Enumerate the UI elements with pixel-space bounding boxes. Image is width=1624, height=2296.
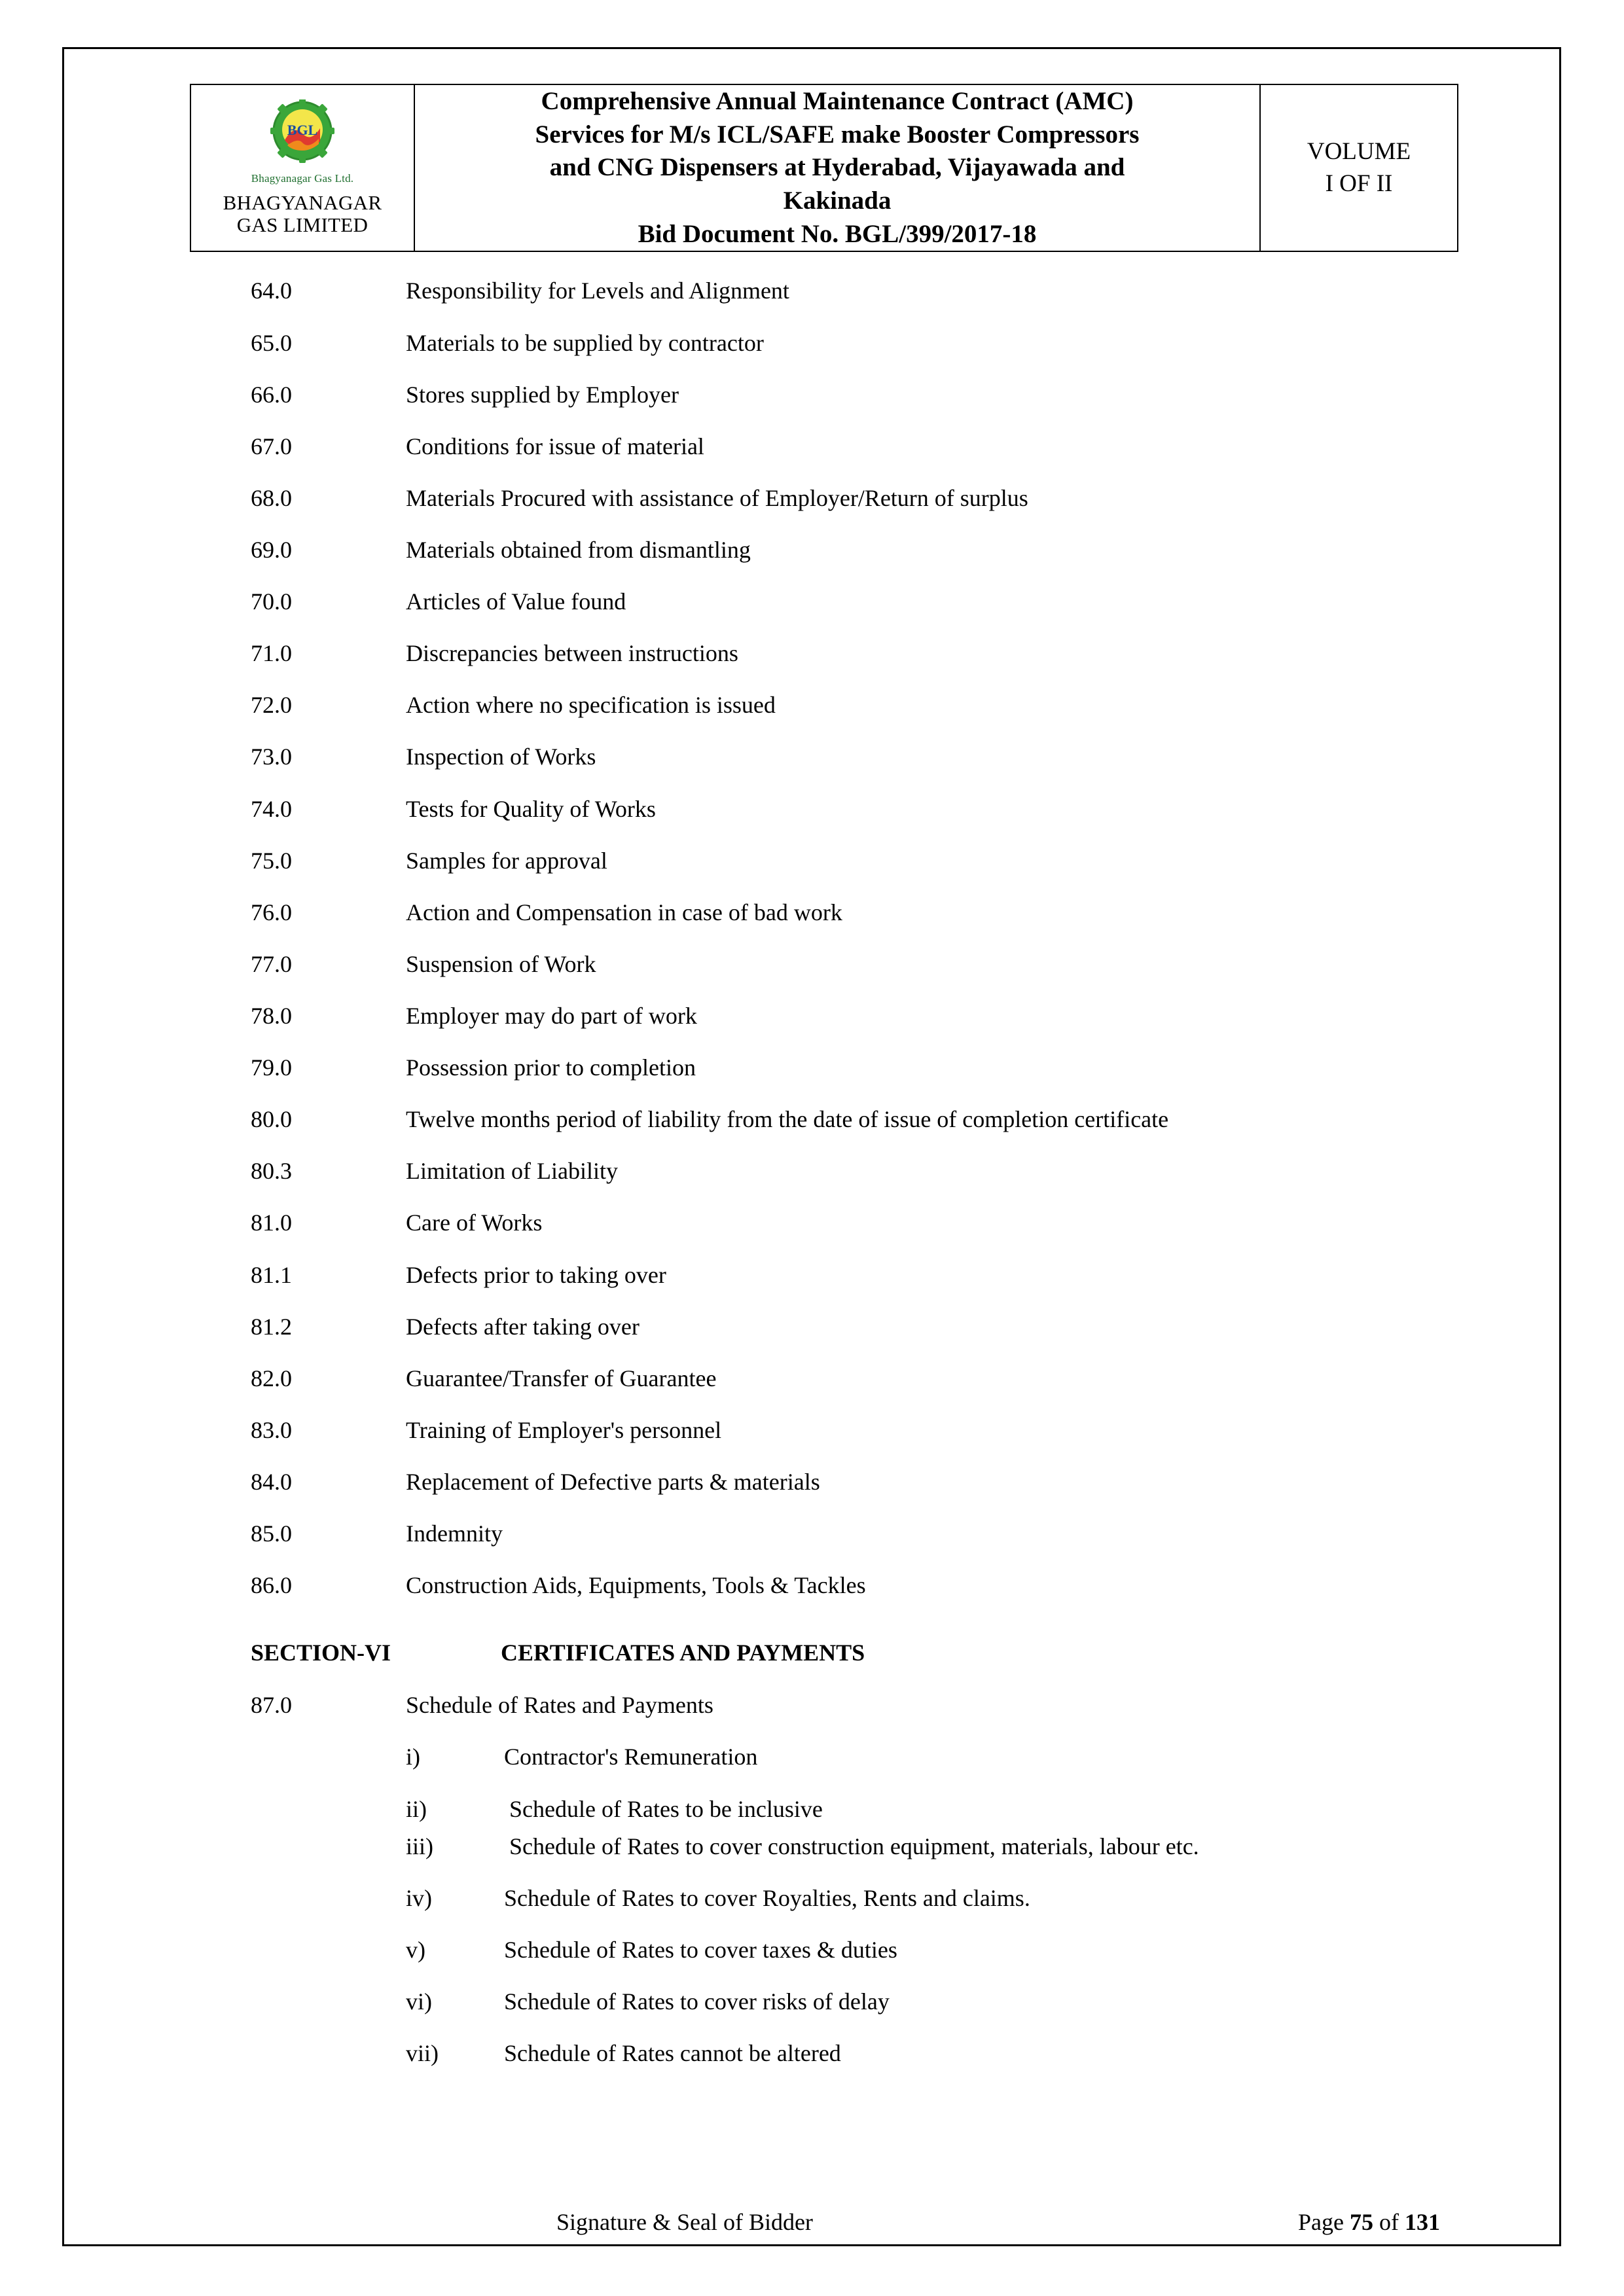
clause-row [190,327,1456,360]
clause-number: 77.0 [251,950,292,977]
clause-number: 76.0 [251,899,292,925]
sub-item-row [190,1985,1456,2018]
logo-company-name [191,192,414,237]
clause-title: Guarantee/Transfer of Guarantee [406,1365,717,1391]
clause-title: Care of Works [406,1210,543,1236]
clause-title: Articles of Value found [406,588,626,615]
clause-title: Schedule of Rates and Payments [406,1692,713,1719]
clause-row [190,1310,1456,1344]
clause-number: 78.0 [251,1002,292,1029]
clause-row [190,1103,1456,1136]
clause-number: 80.0 [251,1106,292,1133]
clause-number: 79.0 [251,1054,292,1081]
header-volume-cell [1260,84,1458,251]
clause-number: 84.0 [251,1468,292,1495]
clause-title: Defects prior to taking over [406,1261,666,1288]
header-title-cell [414,84,1260,251]
clause-number: 73.0 [251,744,292,770]
clause-row [190,1259,1456,1292]
section-label: SECTION-VI [251,1640,391,1666]
clause-row [190,948,1456,981]
clause-number: 64.0 [251,278,292,304]
sub-item-number: i) [406,1744,420,1770]
title-line-3: and CNG Dispensers at Hyderabad, Vijayawada and [549,153,1125,182]
clause-number: 72.0 [251,692,292,719]
clause-row [190,1155,1456,1188]
sub-item-number: ii) [406,1795,427,1822]
volume-label [1261,136,1457,200]
clause-number: 74.0 [251,795,292,822]
clause-title: Tests for Quality of Works [406,795,656,822]
clause-number: 81.0 [251,1210,292,1236]
clause-row [190,1517,1456,1551]
clause-number: 82.0 [251,1365,292,1391]
clause-row [190,999,1456,1033]
sub-item-number: iii) [406,1833,433,1859]
clause-title: Discrepancies between instructions [406,640,738,667]
logo-tagline: Bhagyanagar Gas Ltd. [251,171,354,185]
clause-row [190,1569,1456,1602]
clause-number: 81.2 [251,1313,292,1340]
clause-row [190,1465,1456,1499]
clause-number: 69.0 [251,536,292,563]
sub-item-text: Schedule of Rates to cover Royalties, Rents and claims. [504,1884,1030,1911]
sub-item-text: Schedule of Rates cannot be altered [504,2040,841,2067]
title-line-2: Services for M/s ICL/SAFE make Booster Compressors [535,120,1140,149]
clause-row [190,1362,1456,1395]
clause-row [190,896,1456,929]
clause-row [190,1414,1456,1447]
clause-title: Employer may do part of work [406,1002,697,1029]
clause-number: 81.1 [251,1261,292,1288]
clause-row [190,637,1456,670]
clause-number: 71.0 [251,640,292,667]
clause-number: 66.0 [251,381,292,408]
footer-page-number [1298,2208,1499,2236]
volume-line-2: I OF II [1325,170,1393,197]
logo-company-line1: BHAGYANAGAR [223,190,382,214]
clause-title: Twelve months period of liability from the date of issue of completion certificate [406,1106,1169,1133]
clause-title: Indemnity [406,1520,503,1547]
clause-number: 80.3 [251,1158,292,1185]
clause-title: Conditions for issue of material [406,433,704,459]
clause-list [190,274,1456,2070]
clause-row [190,430,1456,463]
clause-title: Responsibility for Levels and Alignment [406,278,789,304]
sub-item-text: Contractor's Remuneration [504,1744,758,1770]
footer-signature-text: Signature & Seal of Bidder [556,2209,813,2235]
clause-title: Replacement of Defective parts & materials [406,1468,820,1495]
sub-item-row [190,1830,1456,1863]
clause-title: Action and Compensation in case of bad work [406,899,842,925]
sub-item-number: iv) [406,1884,432,1911]
sub-item-number: vi) [406,1988,432,2015]
clause-row [190,585,1456,619]
logo-company-line2: GAS LIMITED [236,213,369,237]
sub-item-number: v) [406,1936,425,1963]
clause-title: Construction Aids, Equipments, Tools & Tackles [406,1572,866,1599]
clause-row [190,740,1456,774]
clause-row [190,844,1456,878]
sub-item-text: Schedule of Rates to be inclusive [509,1795,823,1822]
volume-line-1: VOLUME [1307,137,1411,165]
clause-row [190,378,1456,412]
clause-title: Inspection of Works [406,744,596,770]
svg-text:BGL: BGL [287,121,318,138]
clause-row [190,533,1456,567]
page-footer [190,2208,1499,2236]
clause-title: Action where no specification is issued [406,692,776,719]
clause-title: Possession prior to completion [406,1054,696,1081]
clause-row [190,1206,1456,1240]
section-title: CERTIFICATES AND PAYMENTS [501,1640,865,1666]
footer-page-word: Page [1298,2209,1350,2235]
clause-row [190,482,1456,515]
footer-page-value: 75 [1350,2209,1373,2235]
clause-row [190,1689,1456,1722]
clause-number: 86.0 [251,1572,292,1599]
clause-number: 85.0 [251,1520,292,1547]
sub-item-row [190,1793,1456,1826]
clause-row [190,274,1456,308]
sub-item-row [190,2037,1456,2070]
bid-document-number: Bid Document No. BGL/399/2017-18 [638,219,1037,248]
clause-title: Stores supplied by Employer [406,381,679,408]
clause-number: 75.0 [251,847,292,874]
clause-title: Materials obtained from dismantling [406,536,751,563]
title-line-1: Comprehensive Annual Maintenance Contract (AMC) [541,87,1134,115]
clause-title: Training of Employer's personnel [406,1416,722,1443]
clause-title: Defects after taking over [406,1313,640,1340]
footer-of-word: of [1373,2209,1405,2235]
clause-row [190,1051,1456,1085]
bgl-logo-icon [253,99,352,173]
sub-item-text: Schedule of Rates to cover construction equipment, materials, labour etc. [509,1833,1199,1859]
section-heading-row [190,1639,1456,1666]
clause-number: 70.0 [251,588,292,615]
clause-number: 67.0 [251,433,292,459]
clause-title: Materials to be supplied by contractor [406,329,764,356]
clause-title: Suspension of Work [406,950,596,977]
clause-title: Samples for approval [406,847,607,874]
clause-title: Limitation of Liability [406,1158,618,1185]
header-logo-cell [190,84,414,251]
clause-number: 83.0 [251,1416,292,1443]
sub-item-row [190,1740,1456,1774]
clause-row [190,689,1456,722]
footer-page-total: 131 [1405,2209,1440,2235]
title-line-4: Kakinada [783,187,892,215]
clause-number: 87.0 [251,1692,292,1719]
page-content [190,84,1456,2089]
sub-item-text: Schedule of Rates to cover taxes & duties [504,1936,897,1963]
document-title [415,85,1259,251]
logo-wrap [191,99,414,237]
sub-item-text: Schedule of Rates to cover risks of delay [504,1988,890,2015]
sub-item-row [190,1933,1456,1967]
clause-title: Materials Procured with assistance of Employer/Return of surplus [406,484,1028,511]
clause-number: 65.0 [251,329,292,356]
clause-number: 68.0 [251,484,292,511]
sub-item-row [190,1882,1456,1915]
sub-item-number: vii) [406,2040,439,2067]
clause-row [190,793,1456,826]
document-header-table [190,84,1458,252]
